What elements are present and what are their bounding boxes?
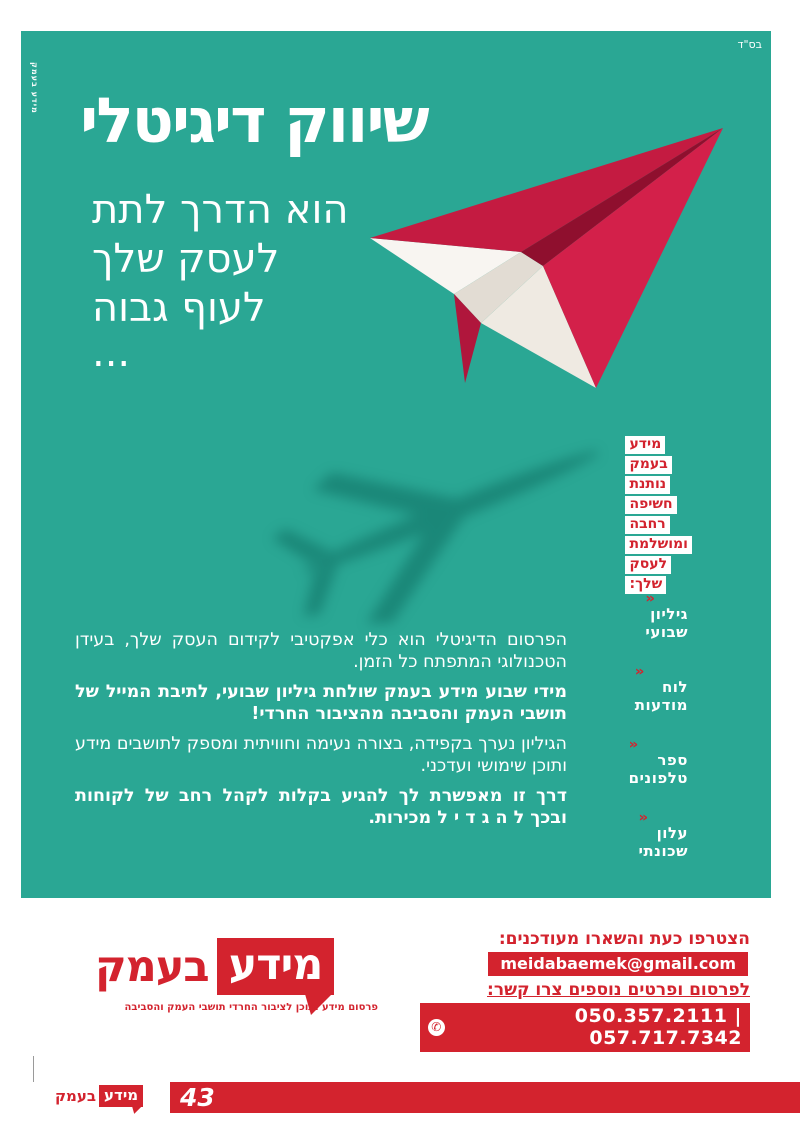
list-item-label: טלפונים xyxy=(628,769,688,787)
arrow-bullet-icon: « xyxy=(634,662,645,680)
hero-subtitle-line: לעסק שלך xyxy=(92,236,280,282)
intro-word-chip: שלך: xyxy=(625,576,666,594)
paragraph: דרך זו מאפשרת לך להגיע בקלות לקהל רחב של לקוחות ובכך ל ה ג ד י ל מכירות. xyxy=(75,786,567,828)
page-number: 43 xyxy=(180,1083,215,1112)
page-title: שיווק דיגיטלי xyxy=(80,84,428,157)
list-item xyxy=(634,662,688,714)
list-item-label: מודעות xyxy=(634,696,688,714)
logo-plain-word: בעמק xyxy=(55,1087,97,1105)
email-address: meidabaemek@gmail.com xyxy=(488,952,748,976)
brand-tagline: פרסום מידע ותוכן לציבור החרדי תושבי העמק והסביבה xyxy=(124,1002,378,1013)
intro-word-chip: רחבה xyxy=(625,516,669,534)
whatsapp-icon: ✆ xyxy=(428,1019,445,1036)
brand-logo xyxy=(95,938,334,995)
intro-word-chip: חשיפה xyxy=(625,496,676,514)
arrow-bullet-icon: « xyxy=(628,735,639,753)
list-item-label: שכונתי xyxy=(638,842,688,860)
hero-subtitle-line: לעוף גבוה xyxy=(92,285,266,331)
hero-ellipsis: ... xyxy=(92,330,131,376)
footer-bar xyxy=(170,1082,800,1113)
paper-plane-illustration xyxy=(355,105,775,435)
intro-word-chip: נותנת xyxy=(625,476,670,494)
list-item xyxy=(638,808,688,860)
vertical-brand-mark: מידע בעמק xyxy=(30,62,39,114)
logo-boxed-word: מידע xyxy=(217,938,335,995)
speech-bubble-tail xyxy=(132,1106,142,1114)
hero-subtitle xyxy=(92,186,349,376)
list-item-label: שבועי xyxy=(645,623,688,641)
intro-word-chip: ומושלמת xyxy=(625,536,692,554)
arrow-bullet-icon: « xyxy=(645,589,656,607)
intro-word-chip: לעסק xyxy=(625,556,671,574)
paragraph: מידי שבוע מידע בעמק שולחת גיליון שבועי, לתיבת המייל של תושבי העמק והסביבה מהציבור החרדי! xyxy=(75,682,567,724)
bsd-mark: בס"ד xyxy=(737,38,762,51)
list-item-label: עלון xyxy=(656,824,688,842)
body-copy xyxy=(75,630,567,838)
contact-details-label: לפרסום ופרטים נוספים צרו קשר: xyxy=(487,980,750,1000)
list-item xyxy=(628,735,688,787)
phone-numbers-bar xyxy=(420,1003,750,1052)
paragraph: הפרסום הדיגיטלי הוא כלי אפקטיבי לקידום העסק שלך, בעידן הטכנולוגי המתפתח כל הזמן. xyxy=(75,630,567,672)
arrow-bullet-icon: « xyxy=(638,808,649,826)
intro-word-chip: מידע xyxy=(625,436,665,454)
join-label: הצטרפו כעת והשארו מעודכנים: xyxy=(498,929,750,949)
list-item xyxy=(645,589,688,641)
media-products-list xyxy=(628,589,688,884)
hero-subtitle-line: הוא הדרך לתת xyxy=(92,187,349,233)
phone-numbers: 050.357.2111 | 057.717.7342 xyxy=(574,1005,742,1049)
list-item-label: גיליון xyxy=(650,605,688,623)
benefit-intro-words xyxy=(625,436,692,596)
intro-word-chip: בעמק xyxy=(625,456,671,474)
paragraph: הגיליון נערך בקפידה, בצורה נעימה וחוויתית ומספק לתושבים מידע ותוכן שימושי ועדכני. xyxy=(75,734,567,776)
list-item-label: ספר xyxy=(657,751,688,769)
footer-brand-logo xyxy=(55,1085,143,1107)
crop-mark xyxy=(33,1056,34,1082)
logo-boxed-word: מידע xyxy=(99,1085,143,1107)
list-item-label: לוח xyxy=(661,678,688,696)
contact-block xyxy=(420,929,750,1052)
logo-plain-word: בעמק xyxy=(95,942,209,992)
